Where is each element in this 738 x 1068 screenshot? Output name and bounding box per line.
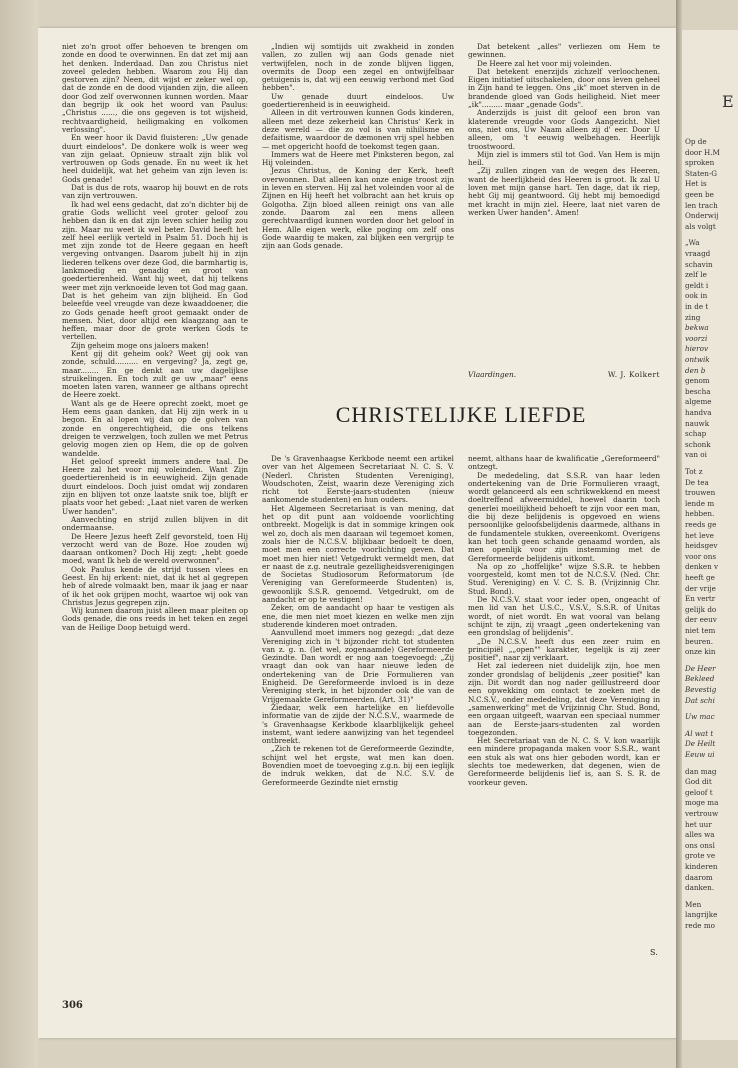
adjacent-page-line: ons onsl: [685, 840, 715, 850]
adjacent-page-fragment: [682, 30, 738, 1040]
adjacent-page-line: vertrouw: [685, 809, 719, 818]
paragraph: De Heere Jezus heeft Zelf gevorsteld, toen Hij verzocht werd van de Boze. Hoe zouden wij daaraan ontkomen? Doch Hij zegt: „hebt goede moed, want Ik heb de wereld overwonnen".: [62, 531, 248, 566]
paragraph: Zeker, om de aandacht op haar te vestigen als ene, die men niet moet kiezen en welke men zijn studerende kinderen moet ontraden.: [262, 603, 454, 629]
adjacent-page-line: schap: [685, 429, 707, 439]
adjacent-page-line: het uur: [685, 819, 712, 829]
adjacent-page-line: algeme: [685, 397, 712, 407]
adjacent-page-line: handva: [685, 408, 712, 417]
paragraph: Het geloof spreekt immers andere taal. De Heere zal het voor mij voleinden. Want Zijn goedertierenheid is in eeuwigheid. Zijn genade duurt eindeloos. Doch juist omdat wij zondaren zijn en blijven tot onze laatste snik toe, blijft er plaats voor het gebed: „Laat niet varen de werken Uwer handen".: [62, 456, 248, 516]
adjacent-page-line: kinderen: [685, 862, 718, 871]
paragraph: Dat is dus de rots, waarop hij bouwt en de rots van zijn vertrouwen.: [62, 183, 248, 201]
adjacent-page-line: vraagd: [685, 249, 711, 258]
author-name: W. J. Kolkert: [607, 370, 660, 379]
adjacent-page-line: Onderwij: [685, 211, 719, 221]
paragraph: Het Algemeen Secretariaat is van mening, dat het op dit punt aan voldoende voorlichting ontbreekt. Mogelijk is dat in sommige kringen ook wel zo, doch als men daaraan wil tegemoet komen, zoals hier de N.C.S.V. blijkbaar bedoelt te doen, moet men een correcte voorlichting geven. Dat moet men hier niet! Vetgedrukt vermeldt men, dat er naast de z.g. neutrale gezelligheidsverenigingen de Societas Studiosorum Reformatorum (de Vereniging van Gereformeerde Studenten) is, gewoonlijk S.S.R. genoemd. Vetgedrukt, om de aandacht er op te vestigen!: [262, 503, 454, 605]
article2-initial: S.: [650, 948, 658, 957]
adjacent-page-line: niet tem: [685, 626, 716, 635]
adjacent-page-line: Tot z: [685, 467, 703, 476]
adjacent-page-line: voor ons: [685, 551, 717, 561]
paragraph: De N.C.S.V. staat voor ieder open, ongeacht of men lid van het U.S.C., V.S.V., S.S.R. of Unitas wordt, of niet wordt. En wat vooral van belang schijnt te zijn, zij vraagt „geen ondertekening van een grondslag of belijdenis".: [468, 595, 660, 638]
adjacent-page-line: in de t: [685, 302, 709, 311]
article1-column1: [62, 43, 248, 632]
adjacent-page-line: zelf le: [685, 270, 707, 280]
adjacent-page-line: De tea: [685, 477, 709, 487]
adjacent-page-line: Al wat t: [685, 728, 714, 738]
heading-fragment: E: [722, 92, 734, 111]
adjacent-page-line: len trach: [685, 200, 718, 210]
paragraph: De Heere zal het voor mij voleinden.: [477, 58, 612, 68]
paragraph: „Zij zullen zingen van de wegen des Heeren, want de heerlijkheid des Heeren is groot. Ik zal U loven met mijn ganse hart. Ten dage, dat ik riep, hebt Gij mij geantwoord. Gij hebt mij bemoedigd met kracht in mijn ziel. Heere, laat niet varen de werken Uwer handen". Amen!: [468, 166, 660, 217]
article2-column1: [262, 455, 454, 787]
article1-signature: [468, 370, 660, 379]
adjacent-page-line: beuren.: [685, 636, 714, 646]
adjacent-page-line: der eeuv: [685, 615, 717, 625]
adjacent-page-line: reeds ge: [685, 520, 717, 529]
article1-column3: [468, 43, 660, 217]
paragraph: Dat betekent „alles" verliezen om Hem te gewinnen.: [468, 42, 660, 60]
adjacent-page-line: schavin: [685, 259, 713, 269]
adjacent-page-line: rede mo: [685, 921, 715, 930]
paragraph: Jezus Christus, de Koning der Kerk, heeft overwonnen. Dat alleen kan onze enige troost zijn in leven en sterven. Hij zal het voleinden voor al de Zijnen en Hij heeft het volbracht aan het kruis op Golgotha. Zijn bloed alleen reinigt ons van alle zonde. Daarom zal een mens alleen gerechtvaardigd kunnen worden door het geloof in Hem. Alle eigen werk, elke poging om zelf ons Gode waardig te maken, zal blijken een vergrijp te zijn aan Gods genade.: [262, 166, 454, 251]
scan-edge: [0, 0, 38, 1068]
paragraph: Ook Paulus kende de strijd tussen vlees en Geest. En hij erkent: niet, dat ik het al gegrepen heb of alrede volmaakt ben, maar ik jaag er naar of ik het ook grijpen mocht, waartoe wij ook van Christus Jezus gegrepen zijn.: [62, 564, 248, 607]
adjacent-page-line: het leve: [685, 530, 714, 540]
adjacent-page-line: geloof t: [685, 787, 713, 797]
adjacent-page-line: bescha: [685, 386, 711, 396]
adjacent-page-line: Bekleed: [685, 674, 715, 684]
paragraph: Aanvullend moet immers nog gezegd: „dat deze Vereniging zich in 't bijzonder richt tot studenten van z. g. n. (let wel, zogenaamde) Gereformeerde Gezindte. Dan wordt er nog aan toegevoegd: „Zij vraagt dan ook van haar nieuwe leden de ondertekening van de Drie Formulieren van Enigheid. De Gereformeerde invloed is in deze Vereniging sterk, in het bijzonder ook die van de Vrijgemaakte Gereformeerden. (Art. 31)": [262, 628, 454, 704]
paragraph: neemt, althans haar de kwalificatie „Gereformeerd" ontzegt.: [468, 454, 660, 472]
adjacent-page-line: sproken: [685, 158, 715, 168]
adjacent-page-line: Op de: [685, 137, 707, 146]
paragraph: Alleen in dit vertrouwen kunnen Gods kinderen, alleen met deze zekerheid kan Christus' Kerk in deze wereld — die zo vol is van nihilisme en defaitisme, waardoor de dæmonen vrij spel hebben — met opgericht hoofd de toekomst tegen gaan.: [262, 108, 454, 151]
paragraph: Wij kunnen daarom juist alleen maar pleiten op Gods genade, die ons reeds in het teken en zegel van de Heilige Doop betuigd werd.: [62, 606, 248, 632]
paragraph: Want als ge de Heere oprecht zoekt, moet ge Hem eens gaan danken, dat Hij zijn werk in u begon. En al lopen wij dan op de golven van zonde en ongerechtigheid, die ons telkens dreigen te verzwelgen, toch zullen we met Petrus gelovig mogen zien op Hem, die op de golven wandelde.: [62, 398, 248, 458]
paragraph: „De N.C.S.V. heeft dus een zeer ruim en principiël „„open"" karakter, tegelijk is zij zeer positief", naar zij verklaart.: [468, 636, 660, 663]
adjacent-page-line: voorzi: [685, 333, 708, 343]
adjacent-page-line: alles wa: [685, 830, 715, 840]
paragraph: Immers wat de Heere met Pinksteren begon, zal Hij voleinden.: [262, 149, 454, 168]
adjacent-page-line: als volgt: [685, 221, 716, 231]
adjacent-page-line: schonk: [685, 439, 711, 449]
adjacent-page-line: heeft ge: [685, 573, 715, 582]
adjacent-page-line: moge ma: [685, 798, 719, 808]
adjacent-page-line: God dit: [685, 777, 712, 787]
adjacent-page-line: denken v: [685, 562, 719, 572]
adjacent-page-line: grote ve: [685, 851, 716, 861]
adjacent-page-line: danken.: [685, 883, 715, 893]
paragraph: „Indien wij somtijds uit zwakheid in zonden vallen, zo zullen wij aan Gods genade niet vertwijfelen, noch in de zonde blijven liggen, overmits de Doop een zegel en ontwijfelbaar getuigenis is, dat wij een eeuwig verbond met God hebben".: [262, 42, 454, 93]
paragraph: Ik had wel eens gedacht, dat zo'n dichter bij de gratie Gods wellicht veel groter geloof zou hebben dan ik en dat zijn leven schier heilig zou zijn. Maar nu weet ik wel beter. David heeft het zelf heel eerlijk verteld in Psalm 51. Doch hij is met zijn zonde tot de Heere gegaan en heeft vergeving ontvangen. Daarom jubelt hij in zijn liederen telkens over deze God, die barmhartig is, lankmoedig en genadig en groot van goedertierenheid. Want hij weet, dat hij telkens weer met zijn verknoeide leven tot God mag gaan. Dat is het geheim van zijn blijheid. En God beleefde veel vreugde van deze kwaaddoener, die zo Gods genade heeft groot gemaakt onder de mensen. Niet, door altijd een klaagzang aan te heffen, maar door de grote werken Gods te vertellen.: [62, 199, 248, 342]
page-number: 306: [62, 1000, 83, 1011]
adjacent-page-line: langrijke: [685, 910, 718, 920]
adjacent-page-line: daarom: [685, 872, 713, 882]
adjacent-page-line: hierov: [685, 344, 709, 354]
paragraph: Mijn ziel is immers stil tot God. Van Hem is mijn heil.: [468, 149, 660, 168]
adjacent-page-line: lende m: [685, 498, 715, 508]
adjacent-page-line: onze kin: [685, 647, 716, 657]
adjacent-page-line: Eeuw ui: [685, 750, 715, 759]
adjacent-page-line: geldt i: [685, 280, 709, 290]
paragraph: niet zo'n groot offer behoeven te brengen om zonde en dood te overwinnen. En dat zet mij aan het denken. Inderdaad. Dan zou Christus niet zoveel geleden hebben. Waarom zou Hij dan gestorven zijn? Neen, dit wijst er zeker wel op, dat de zonde en de dood vijanden zijn, die alleen door God zelf overwonnen kunnen worden. Maar dan begrijp ik ook het woord van Paulus: „Christus ......, die ons gegeven is tot wijsheid, rechtvaardigheid, heiligmaking en volkomen verlossing".: [62, 42, 248, 134]
paragraph: De 's Gravenhaagse Kerkbode neemt een artikel over van het Algemeen Secretariaat N. C. S. V. (Nederl. Christen Studenten Vereniging), Woudschoten, Zeist, waarin deze Vereniging zich richt tot Eerste-jaars-studenten (nieuw aankomende studenten) en hun ouders.: [262, 454, 454, 505]
adjacent-page-line: hebben.: [685, 509, 715, 519]
adjacent-page-line: heidsgev: [685, 541, 718, 551]
paragraph: De mededeling, dat S.S.R. van haar leden ondertekening van de Drie Formulieren vraagt, wordt gelanceerd als een schrikwekkend en meest doeltreffend afweermiddel, hoewel daarin toch generlei moeilijkheid behoeft te zijn voor een man, die bij deze belijdenis is opgevoed en wiens persoonlijke geloofsbelijdenis daarmede, althans in de fundamentele stukken, overeenkomt. Overigens kan het toch geen schande genaamd worden, als men openlijk voor zijn instemming met de Gereformeerde belijdenis uitkomt.: [468, 470, 660, 563]
article-headline: CHRISTELIJKE LIEFDE: [335, 402, 587, 427]
adjacent-page-line: trouwen: [685, 488, 716, 498]
paragraph: Na op zo „hoffelijke" wijze S.S.R. te hebben voorgesteld, komt men tot de N.C.S.V. (Ned. Chr. Stud. Vereniging) en V. C. S. B. (Vrijzinnig Chr. Stud. Bond).: [468, 561, 660, 596]
paragraph: Zijn geheim moge ons jaloers maken!: [71, 340, 210, 350]
adjacent-page-line: De Heer: [685, 663, 716, 673]
adjacent-page-line: De Heilt: [685, 739, 716, 749]
paragraph: Het zal iedereen niet duidelijk zijn, hoe men zonder grondslag of belijdenis „zeer positief" kan zijn. Dit wordt dan nog nader geïllustreerd door een opwekking om contact te zoeken met de N.C.S.V., onder mededeling, dat deze Vereniging in „samenwerking" met de Vrijzinnig Chr. Stud. Bond, een orgaan uitgeeft, waarvan een speciaal nummer aan de Eerste-jaars-studenten zal worden toegezonden.: [468, 661, 660, 737]
adjacent-page-line: ook in: [685, 291, 708, 301]
paragraph: En weer hoor ik David fluisteren: „Uw genade duurt eindeloos". De donkere wolk is weer weg van zijn gelaat. Opnieuw straalt zijn blik vol vertrouwen op Gods genade. En nu weet ik het heel duidelijk, wat het geheim van zijn leven is: Gods genade!: [62, 133, 248, 184]
paragraph: „Zich te rekenen tot de Gereformeerde Gezindte, schijnt wel het ergste, wat men kan doen. Bovendien moet de toevoeging z.g.n. bij een ieglijk de indruk wekken, dat de N.C. S.V. de Gereformeerde Gezindte niet ernstig: [262, 744, 454, 787]
adjacent-page-line: van oi: [685, 450, 707, 460]
article1-column2: [262, 43, 454, 250]
place-name: Vlaardingen.: [468, 370, 517, 379]
paragraph: Kent gij dit geheim ook? Weet gij ook van zonde, schuld.......... en vergeving? Ja, zegt ge, maar........ En ge denkt aan uw dagelijkse struikelingen. En toch zult ge uw „maar" eens moeten laten varen, wanneer ge althans oprecht de Heere zoekt.: [62, 348, 248, 400]
adjacent-page-line: Bevestig: [685, 685, 717, 694]
adjacent-page-line: Staten-G: [685, 168, 718, 178]
adjacent-page-line: dan mag: [685, 766, 717, 776]
adjacent-page-line: bekwa: [685, 323, 709, 333]
adjacent-page-line: gelijk do: [685, 604, 717, 614]
adjacent-page-line: genom: [685, 376, 710, 386]
adjacent-page-line: der vrije: [685, 583, 716, 593]
article2-column2: [468, 455, 660, 787]
paragraph: Anderzijds is juist dit geloof een bron van klaterende vreugde voor Gods Aangezicht. Niet ons, niet ons, Uw Naam alleen zij d' eer. Door U alleen, om 't eeuwig welbehagen. Heerlijk troostwoord.: [468, 108, 660, 151]
paragraph: Dat betekent enerzijds zichzelf verloochenen. Eigen initiatief uitschakelen, door ons leven geheel in Zijn hand te leggen. Ons „ik" moet sterven in de brandende gloed van Gods heiligheid. Niet meer „ik"......... maar „genade Gods".: [468, 66, 660, 110]
adjacent-page-line: door H.M: [685, 147, 720, 157]
paragraph: Het Secretariaat van de N. C. S. V. kon waarlijk een mindere propaganda maken voor S.S.R., want een stuk als wat ons hier geboden wordt, kan er slechts toe medewerken, dat degenen, wien de Gereformeerde belijdenis lief is, aan S. S. R. de voorkeur geven.: [468, 736, 660, 787]
paragraph: Uw genade duurt eindeloos. Uw goedertierenheid is in eeuwigheid.: [262, 91, 454, 110]
adjacent-page-line: Dat schi: [685, 695, 715, 705]
adjacent-page-line: ontwik: [685, 355, 710, 364]
adjacent-page-line: Uw mac: [685, 712, 715, 722]
adjacent-page-line: nauwk: [685, 418, 710, 428]
paragraph: Aanvechting en strijd zullen blijven in dit ondermaanse.: [62, 514, 248, 533]
adjacent-page-line: geen be: [685, 190, 714, 199]
adjacent-page-line: den b: [685, 365, 706, 375]
adjacent-page-line: En vertr: [685, 594, 716, 604]
paragraph: Ziedaar, welk een hartelijke en liefdevolle informatie van de zijde der N.C.S.V., waarmede de 's Gravenhaagse Kerkbode klaarblijkelijk geheel instemt, want iedere aanwijzing van het tegendeel ontbreekt.: [262, 702, 454, 746]
adjacent-page-line: „Wa: [685, 238, 700, 248]
adjacent-page-line: Men: [685, 899, 702, 909]
adjacent-page-line: Het is: [685, 179, 707, 189]
adjacent-page-line: zing: [685, 312, 701, 322]
